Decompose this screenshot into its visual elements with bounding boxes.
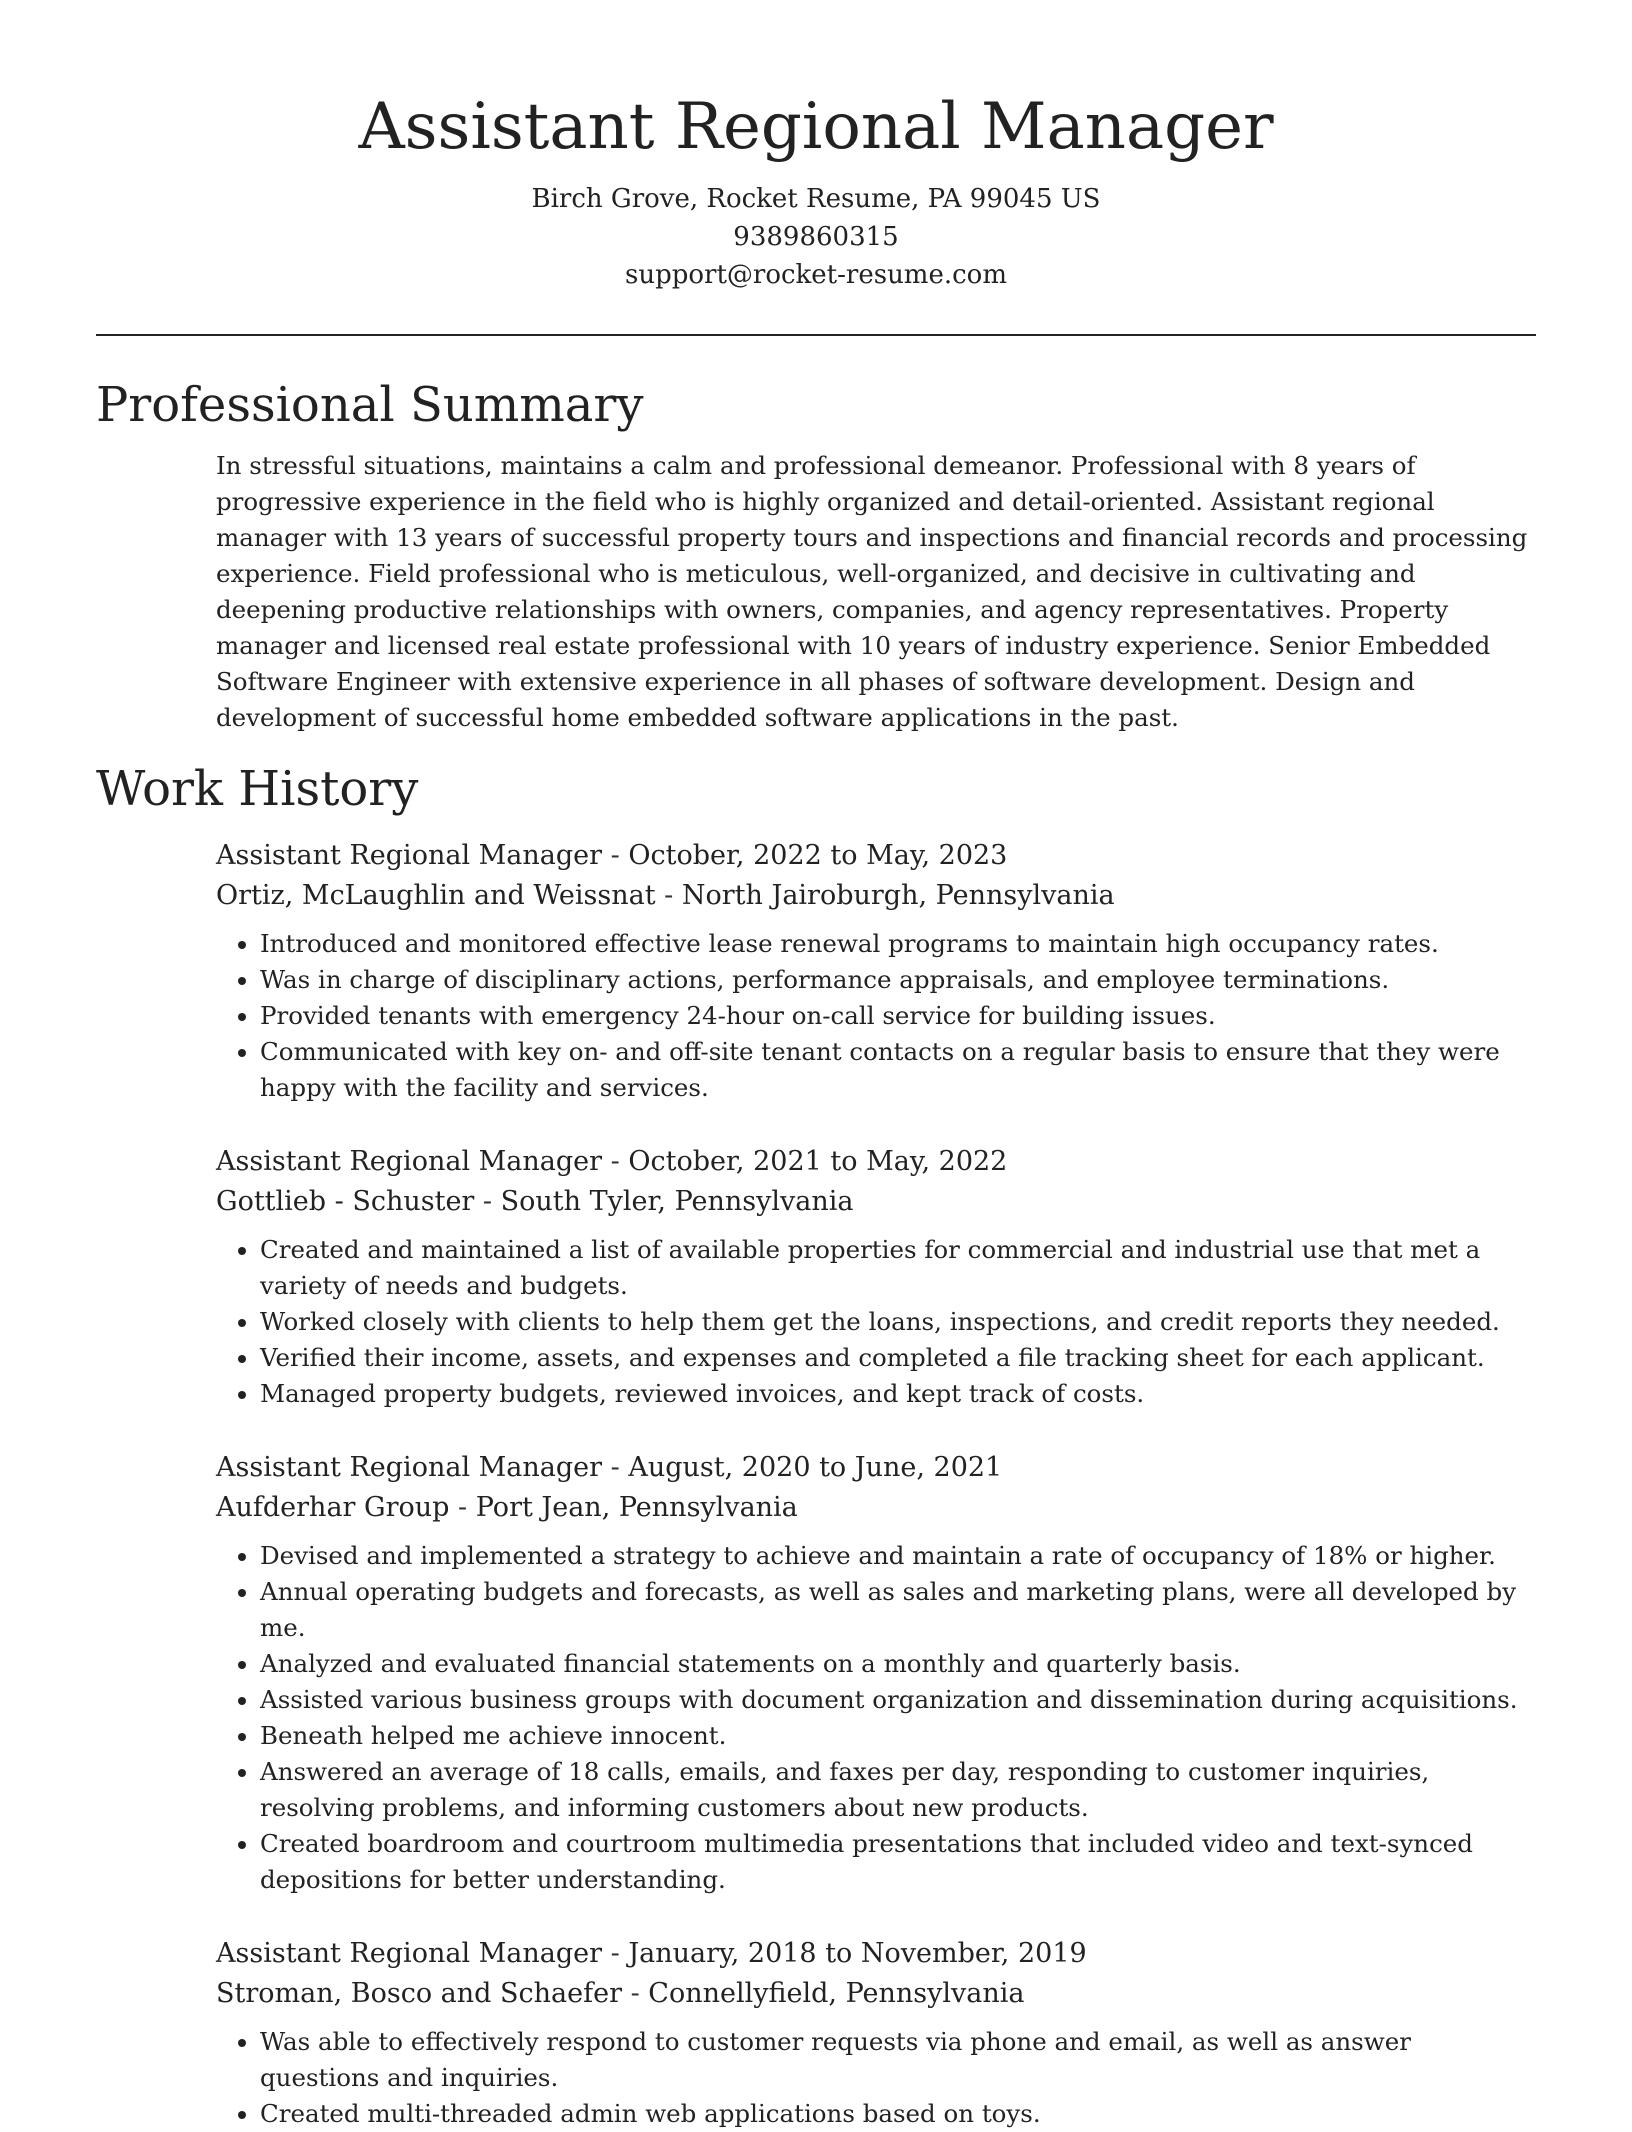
job-location: Connellyfield, Pennsylvania — [648, 1978, 1025, 2009]
job-duty-item: • Created multi-threaded admin web applications based on toys. — [260, 2096, 1536, 2132]
job-company: Ortiz, McLaughlin and Weissnat — [216, 880, 656, 911]
candidate-name: Assistant Regional Manager — [358, 90, 1274, 164]
job-location: North Jairoburgh, Pennsylvania — [681, 880, 1115, 911]
job-title-line — [216, 1934, 1536, 1974]
job-title-line — [216, 1142, 1536, 1182]
job-duties-list — [216, 926, 1536, 1106]
job-title-line — [216, 836, 1536, 876]
separator: - — [655, 880, 682, 911]
job-title: Assistant Regional Manager — [216, 840, 603, 871]
job-location: South Tyler, Pennsylvania — [500, 1186, 854, 1217]
job-company: Stroman, Bosco and Schaefer — [216, 1978, 622, 2009]
separator: - — [622, 1978, 649, 2009]
summary-text: In stressful situations, maintains a calm and professional demeanor. Professional with 8 years of progressive experience in the field who is highly organized and detail-oriented. Assistant regional manager with 13 years of successful property tours and inspections and financial records and processing experience. Field professional who is meticulous, well-organized, and decisive in cultivating and deepening productive relationships with owners, companies, and agency representatives. Property manager and licensed real estate professional with 10 years of industry experience. Senior Embedded Software Engineer with extensive experience in all phases of software development. Design and development of successful home embedded software applications in the past. — [216, 451, 1528, 732]
job-duty-item: • Communicated with key on- and off-site tenant contacts on a regular basis to ensure that they were happy with the facility and services. — [260, 1034, 1536, 1106]
job-title-line — [216, 1448, 1536, 1488]
job-entry — [216, 836, 1536, 1106]
job-entry — [216, 1448, 1536, 1898]
job-entry — [216, 1142, 1536, 1412]
separator: - — [602, 1938, 629, 1969]
job-duty-item: • Managed property budgets, reviewed invoices, and kept track of costs. — [260, 1376, 1536, 1412]
work-history-section — [216, 836, 1536, 2132]
job-title: Assistant Regional Manager — [216, 1146, 603, 1177]
job-duties-list — [216, 1232, 1536, 1412]
work-history-heading: Work History — [96, 761, 419, 817]
separator: - — [602, 840, 629, 871]
job-dates: January, 2018 to November, 2019 — [628, 1938, 1087, 1969]
job-dates: October, 2022 to May, 2023 — [628, 840, 1008, 871]
contact-address: Birch Grove, Rocket Resume, PA 99045 US — [531, 184, 1101, 214]
job-duty-item: • Was able to effectively respond to customer requests via phone and email, as well as answer questions and inquiries. — [260, 2024, 1536, 2096]
separator: - — [474, 1186, 501, 1217]
job-duty-item: • Assisted various business groups with document organization and dissemination during acquisitions. — [260, 1682, 1536, 1718]
job-title: Assistant Regional Manager — [216, 1452, 603, 1483]
job-company-line — [216, 1182, 1536, 1222]
job-location: Port Jean, Pennsylvania — [475, 1492, 798, 1523]
contact-info — [96, 180, 1536, 294]
contact-phone: 9389860315 — [733, 222, 899, 252]
job-company-line — [216, 1974, 1536, 2014]
job-duty-item: • Created boardroom and courtroom multimedia presentations that included video and text-synced depositions for better understanding. — [260, 1826, 1536, 1898]
resume-header — [96, 0, 1536, 294]
summary-section — [216, 448, 1536, 736]
job-dates: October, 2021 to May, 2022 — [628, 1146, 1008, 1177]
job-entry — [216, 1934, 1536, 2132]
job-company: Gottlieb - Schuster — [216, 1186, 475, 1217]
job-duty-item: • Verified their income, assets, and expenses and completed a file tracking sheet for each applicant. — [260, 1340, 1536, 1376]
job-duty-item: • Analyzed and evaluated financial statements on a monthly and quarterly basis. — [260, 1646, 1536, 1682]
header-divider — [96, 334, 1536, 336]
job-duty-item: • Answered an average of 18 calls, emails, and faxes per day, responding to customer inquiries, resolving problems, and informing customers about new products. — [260, 1754, 1536, 1826]
job-duty-item: • Introduced and monitored effective lease renewal programs to maintain high occupancy rates. — [260, 926, 1536, 962]
contact-email: support@rocket-resume.com — [624, 260, 1007, 290]
job-duty-item: • Was in charge of disciplinary actions, performance appraisals, and employee terminations. — [260, 962, 1536, 998]
resume-page — [96, 0, 1536, 2132]
job-duty-item: • Provided tenants with emergency 24-hour on-call service for building issues. — [260, 998, 1536, 1034]
job-company: Aufderhar Group — [216, 1492, 450, 1523]
separator: - — [449, 1492, 476, 1523]
job-duty-item: • Annual operating budgets and forecasts, as well as sales and marketing plans, were all developed by me. — [260, 1574, 1536, 1646]
job-duty-item: • Beneath helped me achieve innocent. — [260, 1718, 1536, 1754]
job-duty-item: • Devised and implemented a strategy to achieve and maintain a rate of occupancy of 18% or higher. — [260, 1538, 1536, 1574]
job-company-line — [216, 1488, 1536, 1528]
job-duties-list — [216, 1538, 1536, 1898]
summary-heading: Professional Summary — [96, 377, 644, 433]
separator: - — [602, 1452, 629, 1483]
job-company-line — [216, 876, 1536, 916]
job-duty-item: • Worked closely with clients to help them get the loans, inspections, and credit reports they needed. — [260, 1304, 1536, 1340]
separator: - — [602, 1146, 629, 1177]
job-dates: August, 2020 to June, 2021 — [628, 1452, 1003, 1483]
job-duties-list — [216, 2024, 1536, 2132]
job-title: Assistant Regional Manager — [216, 1938, 603, 1969]
job-duty-item: • Created and maintained a list of available properties for commercial and industrial use that met a variety of needs and budgets. — [260, 1232, 1536, 1304]
